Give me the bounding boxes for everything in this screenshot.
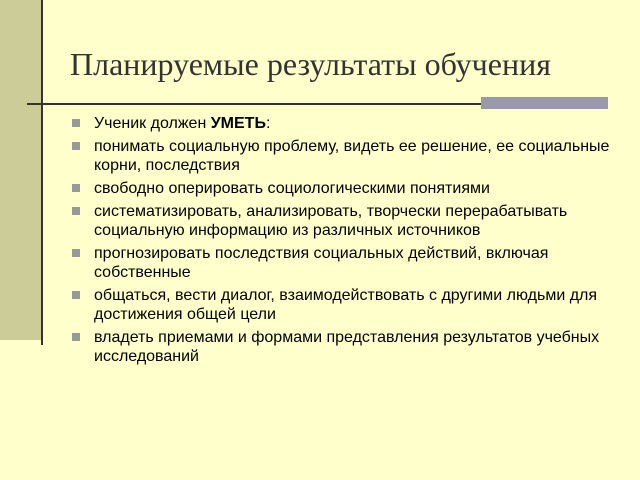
bullet-item [72,202,617,240]
bullet-text: понимать социальную проблему, видеть ее решение, ее социальные корни, последствия [94,138,610,174]
square-bullet-icon [72,291,80,299]
bullet-list [72,114,617,370]
bullet-text: систематизировать, анализировать, творчески перерабатывать социальную информацию из различных источников [94,203,568,239]
square-bullet-icon [72,184,80,192]
bullet-text: владеть приемами и формами представления результатов учебных исследований [94,329,600,365]
title-accent-bar [481,97,608,109]
bullet-item [72,179,617,198]
bullet-intro [72,114,617,133]
slide-title: Планируемые результаты обучения [70,46,551,82]
bullet-item [72,328,617,366]
square-bullet-icon [72,333,80,341]
square-bullet-icon [72,249,80,257]
intro-prefix: Ученик должен [94,115,211,132]
square-bullet-icon [72,119,80,127]
bullet-text: свободно оперировать социологическими понятиями [94,180,490,197]
intro-suffix: : [265,115,271,132]
sidebar-divider [41,0,43,345]
intro-emphasis: УМЕТЬ [210,115,266,132]
bullet-text: общаться, вести диалог, взаимодействовать с другими людьми для достижения общей цели [94,287,598,323]
square-bullet-icon [72,207,80,215]
bullet-text: прогнозировать последствия социальных действий, включая собственные [94,245,549,281]
bullet-item [72,137,617,175]
bullet-item [72,244,617,282]
decorative-sidebar [0,0,41,340]
square-bullet-icon [72,142,80,150]
bullet-item [72,286,617,324]
